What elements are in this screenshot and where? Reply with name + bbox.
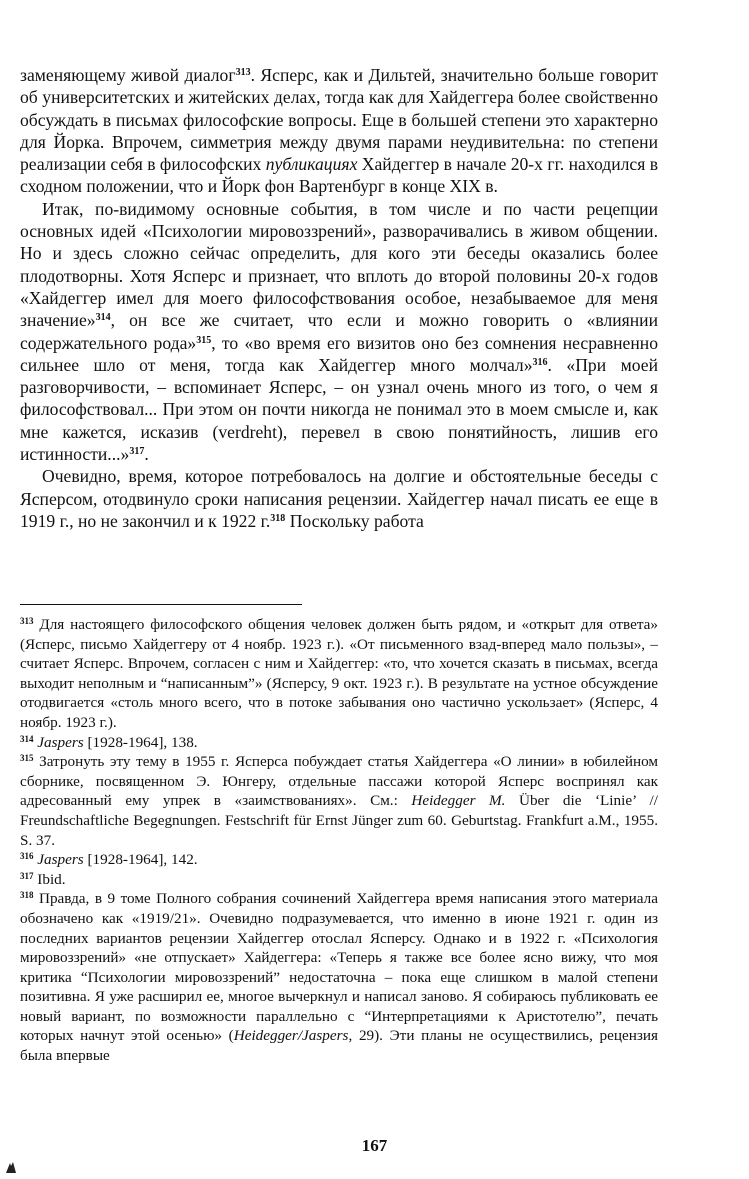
body-paragraph bbox=[20, 198, 658, 466]
italic-text: Heidegger/Jaspers bbox=[233, 1027, 349, 1045]
footnote bbox=[20, 752, 658, 850]
footnote-ref: 317 bbox=[129, 446, 145, 458]
main-text bbox=[20, 64, 658, 532]
footnote-ref: 315 bbox=[20, 753, 34, 764]
italic-text: Jaspers bbox=[33, 733, 84, 751]
text-run: Хайдеггер в начале 20-х гг. находился в сходном положении, что и Йорк фон Вартенбург в конце XIX в. bbox=[20, 154, 658, 197]
text-run: Очевидно, время, которое потребовалось на долгие и обстоятельные беседы с Ясперсом, отодвинуло сроки написания рецензии. Хайдеггер начал писать ее еще в 1919 г., но не закончил и к 1922 г. bbox=[20, 466, 658, 531]
text-run: . «При моей разговорчивости, – вспоминает Ясперс, – он узнал очень много из того, о чем я философствовал... При этом он почти никогда не понимал это в моем смысле и, как мне кажется, исказив (verdreht), перевел в свою понятийность, лишив его истинности...» bbox=[20, 354, 658, 465]
text-run: . Ясперс, как и Дильтей, значительно больше говорит об университетских и житейских делах, тогда как для Хайдеггера более свойственно обсуждать в письмах философские вопросы. Еще в большей степени это характерно для Йорка. Впрочем, симметрия между двумя парами неудивительна: по степени реализации себя в философских bbox=[20, 65, 658, 175]
text-run: Для настоящего философского общения человек должен быть рядом, и «открыт для ответа» (Ясперс, письмо Хайдеггеру от 4 ноябр. 1923 г.). «От письменного взад-вперед мало пользы», – считает Ясперс. Впрочем, согласен с ним и Хайдеггер: «то, что хочется сказать в письмах, всегда выходит неполным и “написанным”» (Ясперсу, 9 окт. 1923 г.). В результате на устное обсуждение отодвигается «столь много всего, что в потоке забывания оно частично ускользает» (Ясперс, 4 ноябр. 1923 г.). bbox=[20, 616, 658, 731]
text-run: Затронуть эту тему в 1955 г. Ясперса побуждает статья Хайдеггера «О линии» в юбилейном сборнике, посвященном Э. Юнгеру, отдельные пассажи которой Ясперс воспринял как адресованный ему упрек в «заимствованиях». См.: bbox=[20, 753, 658, 810]
text-run: Итак, по-видимому основные события, в том числе и по части рецепции основных идей «Психологии мировоззрений», разворачивались в живом общении. Но и здесь сложно сейчас определить, для кого эти беседы оказались более плодотворны. Хотя Ясперс и признает, что вплоть до второй половины 20-х годов «Хайдеггер имел для моего философствования особое, незабываемое для меня значение» bbox=[20, 198, 658, 331]
footnote bbox=[20, 615, 658, 733]
footnote-ref: 315 bbox=[196, 334, 212, 346]
text-run: . bbox=[144, 444, 149, 465]
footnote-ref: 314 bbox=[95, 312, 111, 324]
page-number: 167 bbox=[361, 1136, 388, 1155]
footnote-ref: 318 bbox=[270, 512, 286, 524]
footnote-divider bbox=[20, 604, 302, 605]
footnote bbox=[20, 889, 658, 1065]
text-run: Поскольку работа bbox=[285, 510, 424, 531]
text-run: заменяющему живой диалог bbox=[20, 65, 236, 85]
footnote bbox=[20, 850, 658, 870]
text-run: , 29). Эти планы не осуществились, рецензия была впервые bbox=[20, 1027, 658, 1065]
italic-text: Jaspers bbox=[33, 851, 84, 869]
text-run: Правда, в 9 томе Полного собрания сочинений Хайдеггера время написания этого материала обозначено как «1919/21». Очевидно подразумевается, что именно в июне 1921 г. один из последних вариантов рецензии Хайдеггер отослал Ясперсу. Однако и в 1922 г. «Психология мировоззрений» «не отпускает» Хайдеггера: «Теперь я также все более ясно вижу, что моя критика “Психологии мировоззрений” недостаточна – пока еще слишком в малой степени позитивна. Я уже расширил ее, многое вычеркнул и написал заново. Я собираюсь публиковать ее новый вариант, по возможности параллельно с “Интерпретациями к Аристотелю”, печать которых начнут этой осенью» ( bbox=[20, 890, 658, 1045]
italic-text: публикациях bbox=[265, 154, 358, 175]
footnote-ref: 316 bbox=[20, 851, 34, 862]
text-run: , то «во время его визитов оно без сомнения несравненно сильнее шло от меня, тогда как Хайдеггер много молчал» bbox=[20, 332, 658, 375]
body-paragraph bbox=[20, 465, 658, 532]
text-run: [1928-1964], 142. bbox=[83, 851, 198, 869]
footnote-ref: 313 bbox=[235, 67, 251, 78]
footnote-ref: 313 bbox=[20, 616, 34, 626]
text-run: Ibid. bbox=[33, 870, 66, 888]
footnote bbox=[20, 870, 658, 890]
text-run: Über die ‘Linie’ // Freundschaftliche Begegnungen. Festschrift für Ernst Jünger zum 60. Geburtstag. Frankfurt a.M., 1955. S. 37. bbox=[20, 792, 658, 849]
footnotes bbox=[20, 615, 658, 1066]
text-run: [1928-1964], 138. bbox=[83, 733, 198, 751]
footnote-ref: 317 bbox=[20, 870, 34, 881]
text-run: , он все же считает, что если и можно говорить о «влиянии содержательного рода» bbox=[20, 310, 658, 353]
printer-mark-icon bbox=[4, 1160, 18, 1174]
footnote-ref: 316 bbox=[532, 356, 548, 368]
footnote bbox=[20, 733, 658, 753]
footnote-ref: 314 bbox=[20, 733, 34, 744]
body-paragraph bbox=[20, 64, 658, 198]
italic-text: Heidegger M. bbox=[411, 792, 506, 810]
footnote-ref: 318 bbox=[20, 890, 34, 901]
